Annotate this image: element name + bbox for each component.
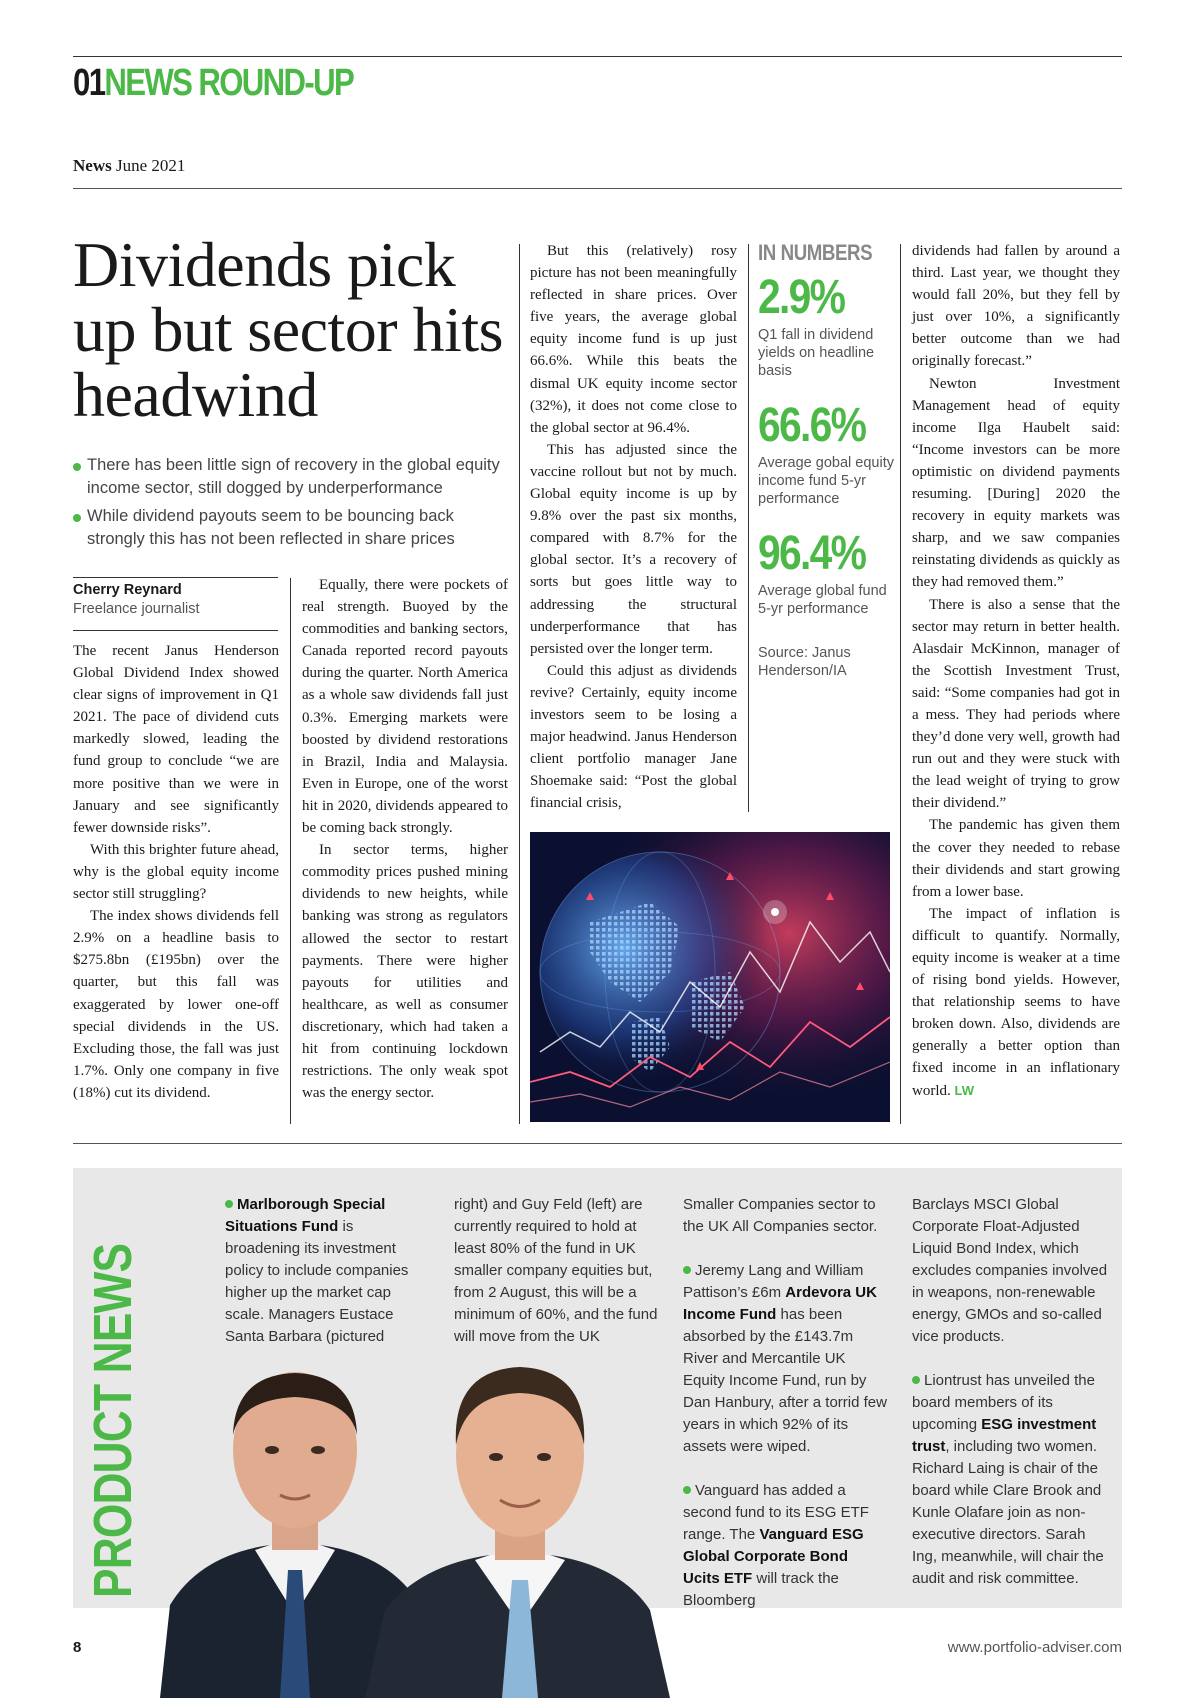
- signoff: LW: [954, 1082, 974, 1098]
- product-news-column-1: [225, 1194, 425, 1348]
- stat-description: Average global fund 5-yr performance: [758, 583, 887, 617]
- paragraph: Equally, there were pockets of real strength. Buoyed by the commodities and banking sectors, Canada reported record payouts during the quarter. North America as a whole saw dividends fall just 0.3%. Emerging markets were boosted by dividend restorations in Brazil, India and Malaysia. Even in Europe, one of the worst hit in 2020, dividends appeared to be coming back strongly.: [302, 577, 508, 837]
- paragraph: [912, 903, 1120, 1102]
- portrait-right: [365, 1367, 670, 1698]
- section-number: 01: [73, 62, 105, 104]
- section-title: NEWS ROUND-UP: [104, 62, 354, 104]
- body-column-2: [302, 574, 508, 1104]
- news-text: is broadening its investment policy to include companies higher up the market cap scale. Managers Eustace Santa Barbara (pictured: [225, 1218, 409, 1345]
- column-divider: [290, 578, 291, 1124]
- stat-description: Average gobal equity income fund 5-yr performance: [758, 455, 894, 507]
- product-news-column-4: [912, 1194, 1112, 1590]
- section-rule: [73, 1143, 1122, 1144]
- product-news-label: PRODUCT NEWS: [83, 1243, 143, 1598]
- byline-rule: [73, 630, 278, 631]
- product-news-column-3: [683, 1194, 888, 1612]
- paragraph: dividends had fallen by around a third. Last year, we thought they would fall 20%, but they fell by just over 10%, a significantly better outcome than we had originally forecast.”: [912, 243, 1120, 370]
- stat-value: 96.4%: [758, 527, 866, 580]
- paragraph: But this (relatively) rosy picture has not been meaningfully reflected in share prices. Over five years, the average global equity income fund is up just 66.6%. While this beats the dismal UK equity income sector (32%), it does not come close to the global sector at 96.4%.: [530, 243, 737, 436]
- news-paragraph: Barclays MSCI Global Corporate Float-Adjusted Liquid Bond Index, which excludes companies involved in weapons, non-renewable energy, GMOs and so-called vice products.: [912, 1196, 1108, 1345]
- paragraph: The recent Janus Henderson Global Dividend Index showed clear signs of improvement in Q1 2021. The pace of dividend cuts markedly slowed, leading the fund group to conclude “we are more positive than we were in January and see significantly fewer downside risks”.: [73, 643, 279, 836]
- stat-description: Q1 fall in dividend yields on headline basis: [758, 327, 875, 379]
- issue-date: June 2021: [115, 156, 186, 175]
- body-column-1: [73, 640, 279, 1104]
- paragraph: With this brighter future ahead, why is the global equity income sector still struggling?: [73, 841, 279, 903]
- column-divider: [900, 244, 901, 1124]
- fund-manager-portraits: [160, 1355, 700, 1698]
- issue-line: [73, 156, 185, 176]
- top-rule: [73, 56, 1122, 57]
- paragraph: There is also a sense that the sector may return in better health. Alasdair McKinnon, manager of the Scottish Investment Trust, said: “Some companies had got in a mess. They had periods where they’d done very well, growth had run out and they were stuck with the lead weight of trying to grow their dividend.”: [912, 596, 1120, 812]
- news-text: right) and Guy Feld (left) are currently required to hold at least 80% of the fund in UK smaller company equities but, from 2 August, this will be a minimum of 60%, and the fund will move from the UK: [454, 1196, 658, 1345]
- section-label: [73, 64, 353, 102]
- paragraph: The index shows dividends fell 2.9% on a headline basis to $275.8bn (£195bn) over the quarter, but this fall was exaggerated by lower one-off special dividends in the US. Excluding those, the fall was just 1.7%. Only one company in five (18%) cut its dividend.: [73, 908, 279, 1101]
- standfirst-bullet: While dividend payouts seem to be bouncing back strongly this has not been reflected in share prices: [73, 505, 513, 551]
- news-paragraph: Smaller Companies sector to the UK All Companies sector.: [683, 1196, 878, 1235]
- byline-rule: [73, 577, 278, 578]
- fund-name: Marlborough Special Situations Fund: [225, 1196, 386, 1235]
- paragraph: This has adjusted since the vaccine rollout but not by much. Global equity income is up by 9.8% over the past six months, compared with 8.7% for the global sector. It’s a recovery of sorts but goes little way to addressing the structural underperformance that has persisted over the longer term.: [530, 441, 737, 657]
- body-column-3: [530, 240, 737, 814]
- footer-url: www.portfolio-adviser.com: [947, 1639, 1122, 1656]
- paragraph: The pandemic has given them the cover they needed to rebase their dividends and start growing from a lower base.: [912, 817, 1120, 900]
- green-bullet-icon: [225, 1200, 233, 1208]
- fund-name: Ardevora UK Income Fund: [683, 1284, 877, 1323]
- body-column-5: [912, 240, 1120, 1102]
- in-numbers-box: [758, 240, 898, 680]
- green-bullet-icon: [683, 1266, 691, 1274]
- author-role: Freelance journalist: [73, 601, 200, 617]
- paragraph: Newton Investment Management head of equity income Ilga Haubelt said: “Income investors can be more optimistic on dividend payments resuming. [During] 2020 the recovery in equity markets was sharp, and we saw companies reinstating dividends as quickly as they had removed them.”: [912, 375, 1120, 591]
- fund-name: ESG investment trust: [912, 1416, 1097, 1455]
- source-note: Source: Janus Henderson/IA: [758, 645, 851, 679]
- market-globe-illustration: [530, 832, 890, 1122]
- standfirst: [73, 454, 513, 556]
- stat-value: 2.9%: [758, 271, 845, 324]
- product-news-column-2: [454, 1194, 659, 1348]
- paragraph: In sector terms, higher commodity prices pushed mining dividends to new heights, while banking was strong as regulators allowed the sector to restart payments. There were higher payouts for utilities and healthcare, as well as consumer discretionary, which had taken a hit from continuing lockdown restrictions. The only weak spot was the energy sector.: [302, 842, 508, 1102]
- news-paragraph: Jeremy Lang and William Pattison’s £6m Ardevora UK Income Fund has been absorbed by the £143.7m River and Mercantile UK Equity Income Fund, run by Dan Hanbury, after a torrid few years in which 92% of its assets were wiped.: [683, 1262, 887, 1455]
- page-number: 8: [73, 1639, 82, 1656]
- paragraph-text: The impact of inflation is difficult to quantify. Normally, equity income is weaker at a time of rising bond yields. However, that relationship seems to have broken down. Also, dividends are generally a better option than fixed income in an inflationary world.: [912, 905, 1120, 1099]
- column-divider: [519, 244, 520, 1124]
- headline: Dividends pick up but sector hits headwind: [73, 229, 504, 430]
- paragraph: Could this adjust as dividends revive? Certainly, equity income investors seem to be losing a major headwind. Janus Henderson client portfolio manager Jane Shoemake said: “Post the global financial crisis,: [530, 662, 737, 812]
- fund-name: Vanguard ESG Global Corporate Bond Ucits ETF: [683, 1526, 864, 1587]
- news-paragraph: Liontrust has unveiled the board members of its upcoming ESG investment trust, including two women. Richard Laing is chair of the board while Clare Brook and Kunle Olafare join as non-executive directors. Sarah Ing, meanwhile, will chair the audit and risk committee.: [912, 1372, 1104, 1587]
- issue-kind: News: [73, 156, 112, 175]
- stat-value: 66.6%: [758, 399, 866, 452]
- green-bullet-icon: [912, 1376, 920, 1384]
- header-rule: [73, 188, 1122, 189]
- in-numbers-header: IN NUMBERS: [758, 240, 873, 265]
- news-paragraph: Vanguard has added a second fund to its ESG ETF range. The Vanguard ESG Global Corporate Bond Ucits ETF will track the Bloomberg: [683, 1482, 869, 1609]
- standfirst-bullet: There has been little sign of recovery in the global equity income sector, still dogged by underperformance: [73, 454, 513, 500]
- author-name: Cherry Reynard: [73, 582, 182, 598]
- column-divider: [748, 244, 749, 812]
